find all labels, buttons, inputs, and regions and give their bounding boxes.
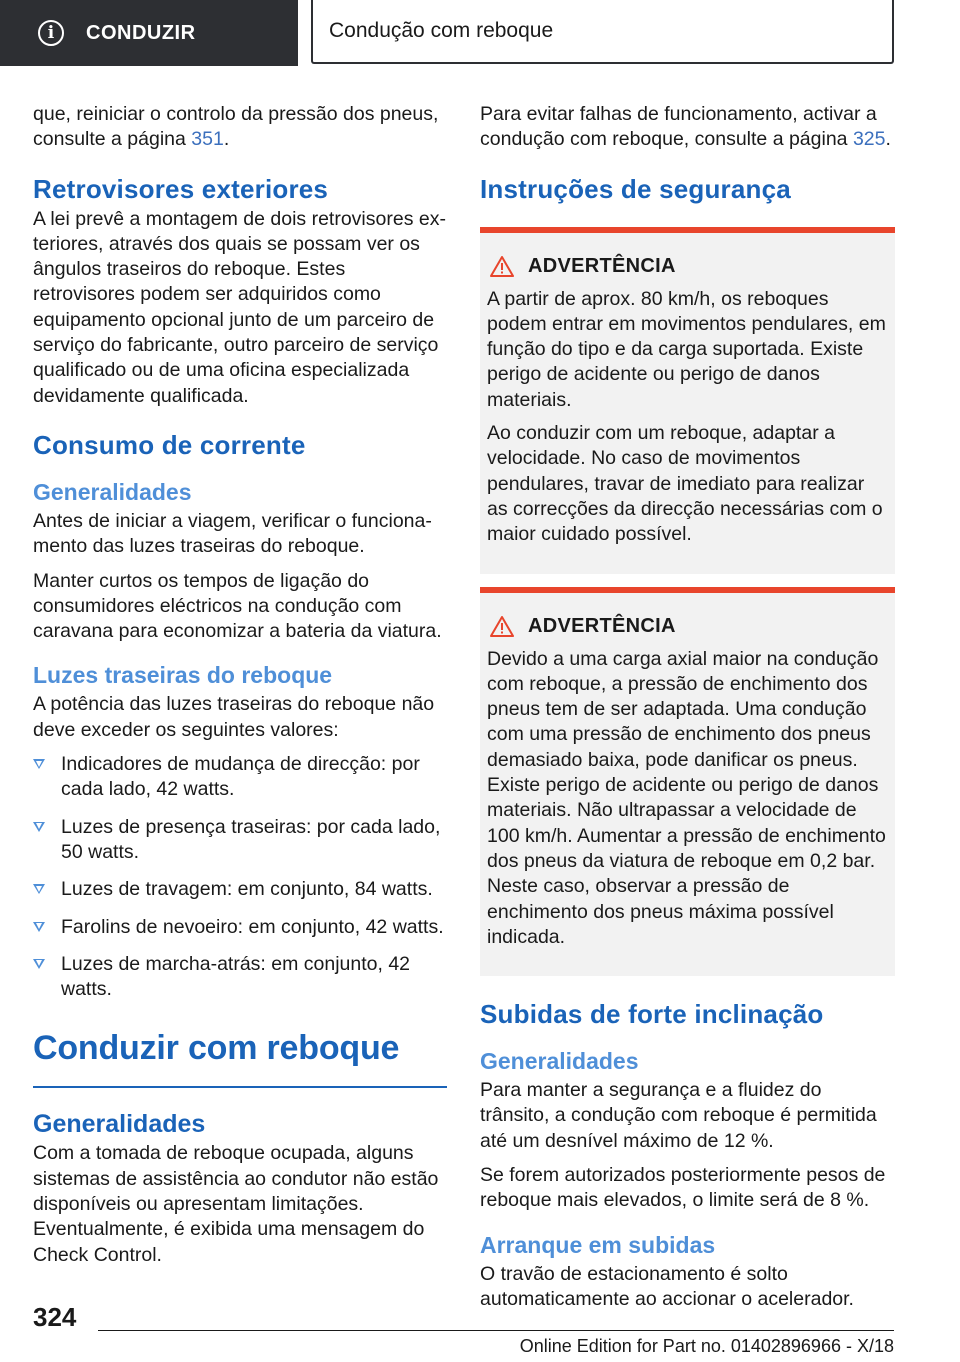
- paragraph-arranque: O travão de estacionamento é solto automaticamente ao accionar o acelerador.: [480, 1262, 854, 1310]
- paragraph-generalidades-1a: Antes de iniciar a viagem, verificar o funcionamento das luzes traseiras do reboque.: [33, 509, 432, 558]
- triangle-bullet-icon: [33, 884, 45, 894]
- warning-title: ADVERTÊNCIA: [528, 255, 676, 278]
- triangle-bullet-icon: [33, 959, 45, 969]
- warning-triangle-icon: [490, 615, 514, 639]
- subheading-generalidades-3: Generalidades: [480, 1048, 639, 1075]
- warning-box-2: [480, 587, 895, 977]
- paragraph-retrovisores: A lei prevê a montagem de dois retrovisores exteriores, através dos quais se possam ver os ângulos traseiros do reboque. Estes retrovisores podem ser adquiridos como equipamento opcional junto de um parceiro de serviço do fabricante, outro parceiro de serviço qualificado ou de uma oficina especializada devidamente qualificada.: [33, 207, 446, 407]
- subheading-arranque: Arranque em subidas: [480, 1231, 716, 1258]
- warning-text: Ao conduzir com um reboque, adaptar a velocidade. No caso de movimentos pendulares, travar de imediato para realizar as correcções da direcção necessárias com o maior cuidado possível.: [487, 422, 883, 546]
- intro-paragraph-right: Para evitar falhas de funcionamento, activar a condução com reboque, consulte a página 325.: [480, 103, 891, 151]
- list-item: Luzes de marcha-atrás: em conjunto, 42 watts.: [33, 952, 447, 1003]
- section-label: CONDUZIR: [86, 21, 196, 44]
- subheading-generalidades-1: Generalidades: [33, 478, 192, 505]
- page-link-351[interactable]: 351: [191, 128, 224, 151]
- list-item: Luzes de presença traseiras: por cada lado, 50 watts.: [33, 815, 447, 866]
- left-column: [33, 102, 447, 1277]
- warning-text: A partir de aprox. 80 km/h, os reboques podem entrar em movimentos pendulares, em função do tipo e da carga suportada. Existe perigo de acidente ou perigo de danos materiais.: [487, 287, 886, 411]
- power-limits-list: [33, 752, 447, 1002]
- heading-conduzir-com-reboque: Conduzir com reboque: [33, 1028, 447, 1088]
- triangle-bullet-icon: [33, 922, 45, 932]
- warning-box-1: [480, 227, 895, 574]
- info-icon: i: [38, 20, 64, 46]
- list-item: Luzes de travagem: em conjunto, 84 watts.: [33, 877, 447, 902]
- edition-text: Online Edition for Part no. 01402896966 - X/18: [519, 1336, 894, 1356]
- intro-paragraph: que, reiniciar o controlo da pressão dos pneus, consulte a página 351.: [33, 103, 439, 151]
- warning-title: ADVERTÊNCIA: [528, 615, 676, 638]
- paragraph-generalidades-3a: Para manter a segurança e a fluidez do trânsito, a condução com reboque é permitida até um desnível máximo de 12 %.: [480, 1079, 877, 1152]
- paragraph-generalidades-1b: Manter curtos os tempos de ligação do consumidores eléctricos na condução com caravana para economizar a bateria da viatura.: [33, 569, 442, 643]
- paragraph-luzes: A potência das luzes traseiras do reboque não deve exceder os seguintes valores:: [33, 693, 435, 741]
- subheading-generalidades-2: Generalidades: [33, 1110, 206, 1139]
- heading-subidas: Subidas de forte inclinação: [480, 999, 824, 1030]
- list-item: Farolins de nevoeiro: em conjunto, 42 watts.: [33, 915, 447, 940]
- page-number: 324: [33, 1302, 77, 1332]
- warning-triangle-icon: [490, 255, 514, 279]
- page-title: Condução com reboque: [311, 0, 894, 64]
- section-tab: [0, 0, 298, 66]
- footer-divider: [98, 1330, 894, 1331]
- paragraph-generalidades-2: Com a tomada de reboque ocupada, alguns sistemas de assistência ao condutor não estão disponíveis ou apresentam limitações. Eventualmente, é exibida uma mensagem do Check Control.: [33, 1142, 439, 1266]
- heading-instrucoes-seguranca: Instruções de segurança: [480, 173, 791, 204]
- warning-text: Devido a uma carga axial maior na condução com reboque, a pressão de enchimento dos pneus tem de ser adaptada. Uma condução com uma pressão de enchimento dos pneus demasiado baixa, pode danificar os pneus. Existe perigo de acidente ou perigo de danos materiais. Não ultrapassar a velocidade de 100 km/h. Aumentar a pressão de enchimento dos pneus da viatura de reboque em 0,2 bar. Neste caso, observar a pressão de enchimento dos pneus máxima possível indicada.: [487, 647, 886, 948]
- heading-retrovisores: Retrovisores exteriores: [33, 173, 329, 204]
- paragraph-generalidades-3b: Se forem autorizados posteriormente pesos de reboque mais elevados, o limite será de 8 %.: [480, 1164, 886, 1212]
- page-link-325[interactable]: 325: [852, 128, 886, 151]
- list-item: Indicadores de mudança de direcção: por cada lado, 42 watts.: [33, 752, 447, 803]
- triangle-bullet-icon: [33, 822, 45, 832]
- right-column: [480, 102, 895, 1321]
- triangle-bullet-icon: [33, 759, 45, 769]
- heading-consumo: Consumo de corrente: [33, 429, 306, 460]
- subheading-luzes: Luzes traseiras do reboque: [33, 662, 333, 689]
